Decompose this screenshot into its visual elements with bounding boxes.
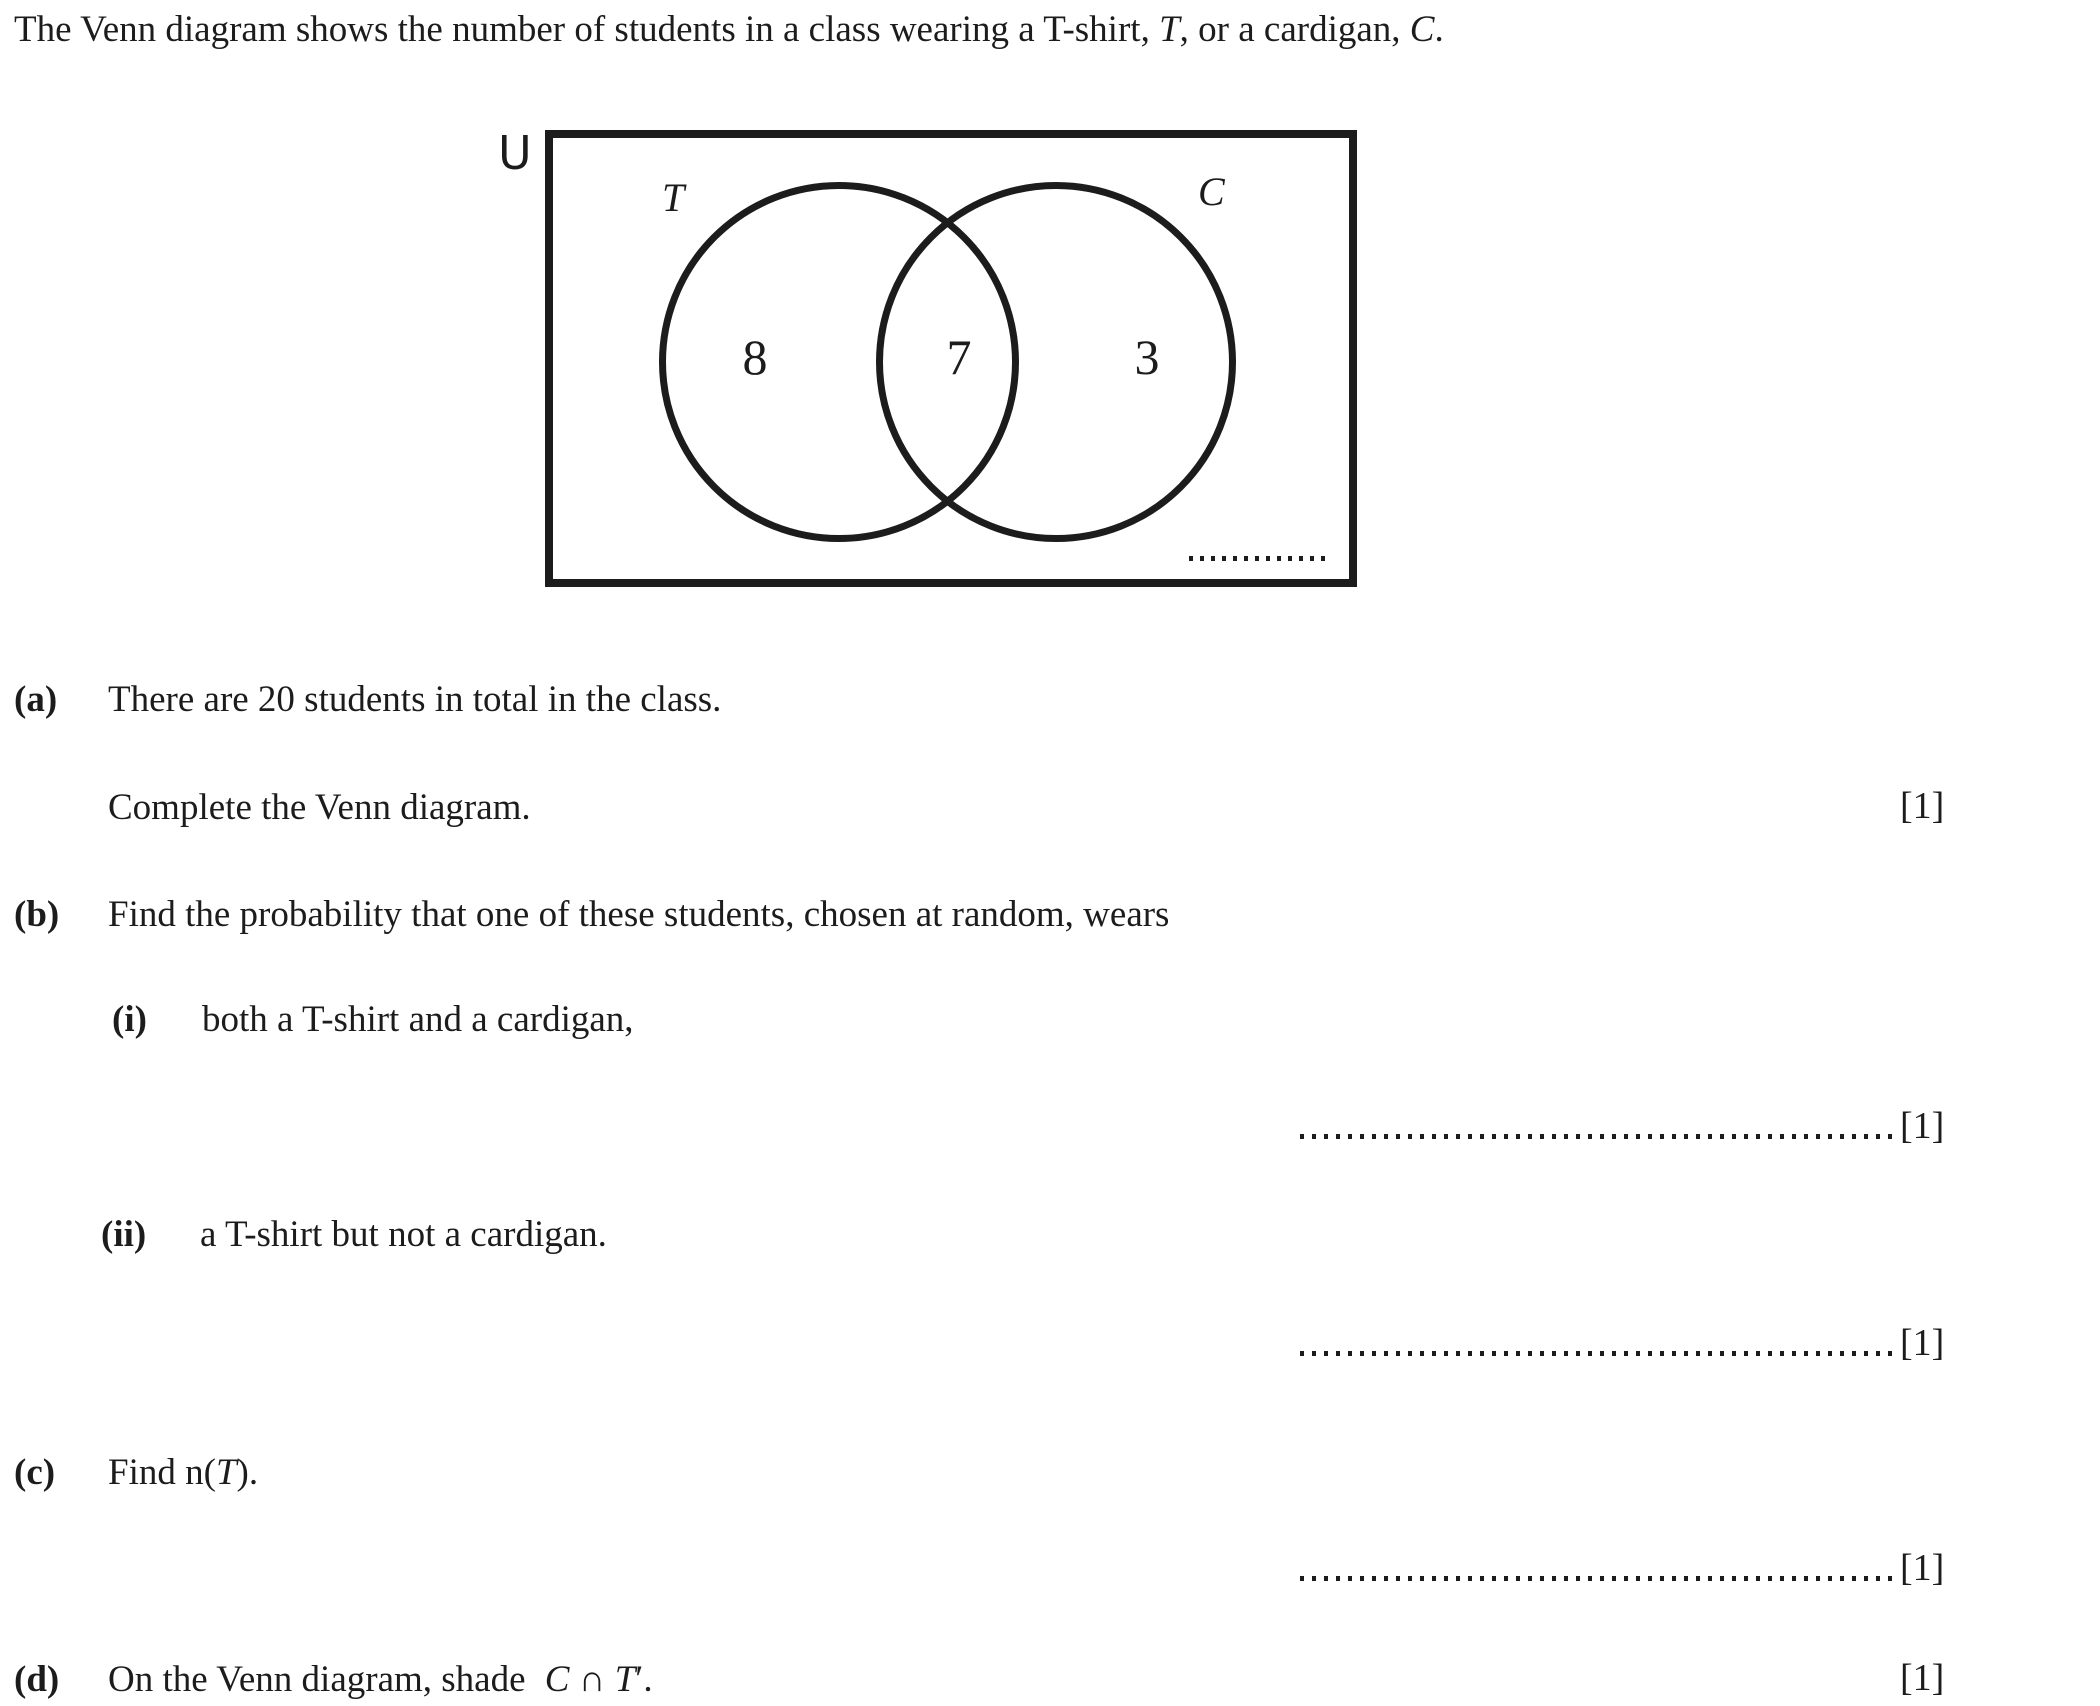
question-c-text-pre: Find n( — [108, 1452, 216, 1493]
question-a-line1: There are 20 students in total in the class. — [108, 679, 722, 720]
question-b — [14, 893, 59, 937]
prime-symbol: ′. — [635, 1659, 653, 1700]
question-c-label: (c) — [14, 1452, 56, 1493]
intro-text: The Venn diagram shows the number of students in a class wearing a T-shirt, — [14, 9, 1160, 50]
count-intersection: 7 — [946, 329, 972, 385]
question-d-text — [108, 1658, 653, 1702]
marks-bii: [1] — [1900, 1322, 1945, 1364]
question-bii-label: (ii) — [101, 1214, 147, 1255]
question-bi-label: (i) — [112, 999, 147, 1040]
marks-bi: [1] — [1900, 1105, 1945, 1147]
question-c — [14, 1451, 55, 1495]
outside-count-answer-line — [1189, 556, 1331, 561]
answer-line-bii — [1300, 1351, 1896, 1356]
count-c-only: 3 — [1134, 329, 1160, 385]
question-a-line2: Complete the Venn diagram. — [108, 787, 531, 828]
question-d-text-pre: On the Venn diagram, shade — [108, 1659, 535, 1700]
set-c-symbol: C — [1409, 9, 1435, 50]
question-bii-text: a T-shirt but not a cardigan. — [200, 1214, 607, 1255]
answer-line-c — [1300, 1576, 1896, 1581]
answer-line-bi — [1300, 1134, 1896, 1139]
question-c-text — [108, 1451, 258, 1495]
question-d — [14, 1658, 59, 1702]
question-b-label: (b) — [14, 894, 60, 935]
question-c-text-post: ). — [236, 1452, 259, 1493]
marks-a: [1] — [1900, 785, 1945, 827]
intersection-symbol: ∩ — [569, 1659, 615, 1700]
question-b-stem: Find the probability that one of these students, chosen at random, wears — [108, 894, 1170, 935]
count-t-only: 8 — [742, 329, 768, 385]
set-c-label: C — [1198, 169, 1225, 214]
question-a-label: (a) — [14, 679, 58, 720]
intro-text: , or a cardigan, — [1179, 9, 1410, 50]
set-c-symbol: C — [544, 1659, 570, 1700]
set-t-symbol: T — [215, 1452, 237, 1493]
universal-set-label: U — [498, 126, 532, 180]
set-t-symbol: T — [614, 1659, 636, 1700]
marks-c: [1] — [1900, 1547, 1945, 1589]
question-d-label: (d) — [14, 1659, 60, 1700]
set-t-symbol: T — [1159, 9, 1180, 50]
question-intro — [14, 8, 1444, 52]
question-a — [14, 678, 57, 722]
set-t-label: T — [662, 175, 685, 220]
question-bi-text: both a T-shirt and a cardigan, — [202, 999, 634, 1040]
intro-text: . — [1434, 9, 1444, 50]
marks-d: [1] — [1900, 1657, 1945, 1699]
